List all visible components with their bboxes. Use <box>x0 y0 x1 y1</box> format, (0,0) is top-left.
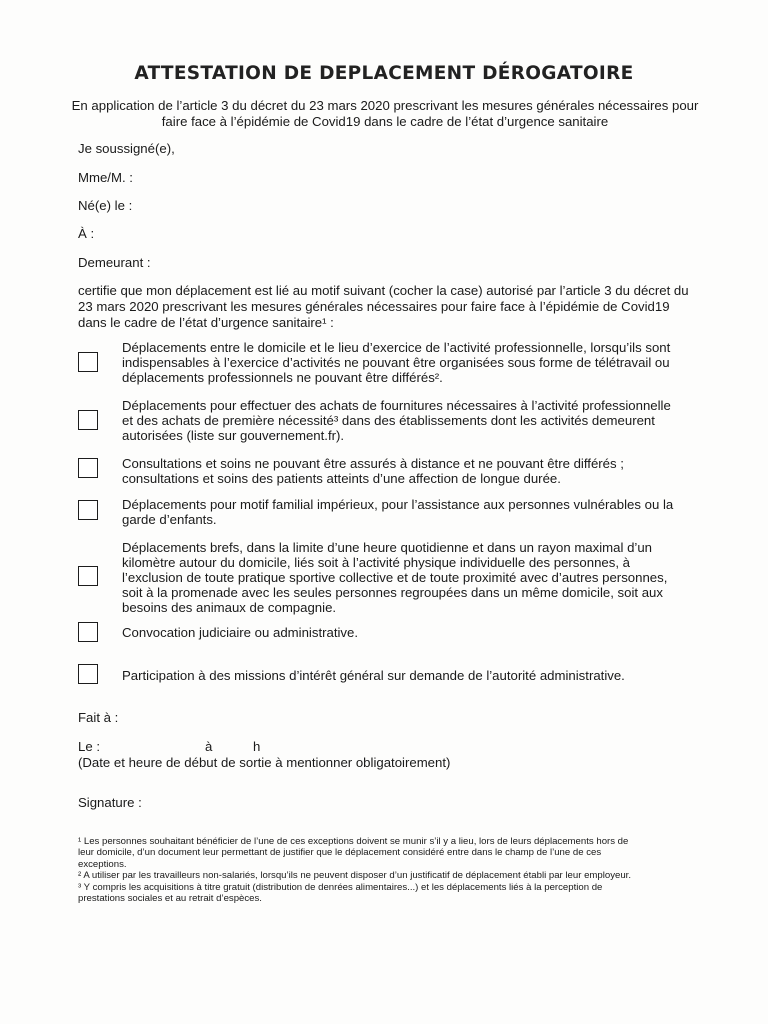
reason-checkbox-general-interest[interactable] <box>78 664 98 684</box>
reason-checkbox-health[interactable] <box>78 458 98 478</box>
reason-checkbox-summons[interactable] <box>78 622 98 642</box>
footnote-3: ³ Y compris les acquisitions à titre gratuit (distribution de denrées alimentaires...) et les déplacements liés à la perception de prestations sociales et au retrait d’espèces. <box>78 881 603 905</box>
reason-checkbox-work[interactable] <box>78 352 98 372</box>
reason-label: Déplacements pour motif familial impérieux, pour l’assistance aux personnes vulnérables ou la garde d’enfants. <box>122 497 674 527</box>
reason-label: Convocation judiciaire ou administrative. <box>122 625 359 640</box>
reason-checkbox-shopping[interactable] <box>78 410 98 430</box>
reason-checkbox-family[interactable] <box>78 500 98 520</box>
undersigned-label: Je soussigné(e), <box>78 141 175 156</box>
reason-label: Déplacements pour effectuer des achats de fournitures nécessaires à l’activité professionnelle et des achats de première nécessité³ dans des établissements dont les activités demeurent autorisées (liste sur gouvernement.fr). <box>122 398 671 443</box>
birth-date-field[interactable]: Né(e) le : <box>78 198 133 213</box>
certify-text: certifie que mon déplacement est lié au motif suivant (cocher la case) autorisé par l’article 3 du décret du 23 mars 2020 prescrivant les mesures générales nécessaires pour faire face à l’épidémie de Covid19 dans le cadre de l’état d’urgence sanitaire¹ : <box>78 283 689 330</box>
address-field[interactable]: Demeurant : <box>78 255 151 270</box>
reason-label: Déplacements entre le domicile et le lieu d’exercice de l’activité professionnelle, lorsqu’ils sont indispensables à l’exercice d’activités ne pouvant être organisées sous forme de télétravail ou déplacements professionnels ne pouvant être différés². <box>122 340 671 385</box>
at-label: à <box>205 739 213 754</box>
signature-field[interactable]: Signature : <box>78 795 142 810</box>
footnote-1: ¹ Les personnes souhaitant bénéficier de l’une de ces exceptions doivent se munir s’il y a lieu, lors de leurs déplacements hors de leur domicile, d’un document leur permettant de justifier que le déplacement considéré entre dans le champ de l’une de ces exceptions. <box>78 836 629 870</box>
reason-checkbox-exercise[interactable] <box>78 566 98 586</box>
footnote-2: ² A utiliser par les travailleurs non-salariés, lorsqu’ils ne peuvent disposer d’un justificatif de déplacement établi par leur employeur. <box>78 870 631 882</box>
footnotes <box>78 836 638 904</box>
hour-label: h <box>253 739 261 754</box>
reason-label: Consultations et soins ne pouvant être assurés à distance et ne pouvant être différés ; consultations et soins des patients atteints d’une affection de longue durée. <box>122 456 624 486</box>
intro-text: En application de l’article 3 du décret du 23 mars 2020 prescrivant les mesures générales nécessaires pour faire face à l’épidémie de Covid19 dans le cadre de l’état d’urgence sanitaire <box>71 98 699 129</box>
page-title: ATTESTATION DE DEPLACEMENT DÉROGATOIRE <box>134 63 634 84</box>
birth-place-field[interactable]: À : <box>78 226 95 241</box>
reason-label: Participation à des missions d’intérêt général sur demande de l’autorité administrative. <box>122 668 625 683</box>
reason-label: Déplacements brefs, dans la limite d’une heure quotidienne et dans un rayon maximal d’un kilomètre autour du domicile, liés soit à l’activité physique individuelle des personnes, à l’exclusion de toute pratique sportive collective et de toute proximité avec d’autres personnes, soit à la promenade avec les seules personnes regroupées dans un même domicile, soit aux besoins des animaux de compagnie. <box>122 540 668 615</box>
date-note: (Date et heure de début de sortie à mentionner obligatoirement) <box>78 755 451 770</box>
name-field[interactable]: Mme/M. : <box>78 170 133 185</box>
date-time-line <box>78 739 478 755</box>
made-at-field[interactable]: Fait à : <box>78 710 119 725</box>
date-field[interactable]: Le : <box>78 739 100 754</box>
